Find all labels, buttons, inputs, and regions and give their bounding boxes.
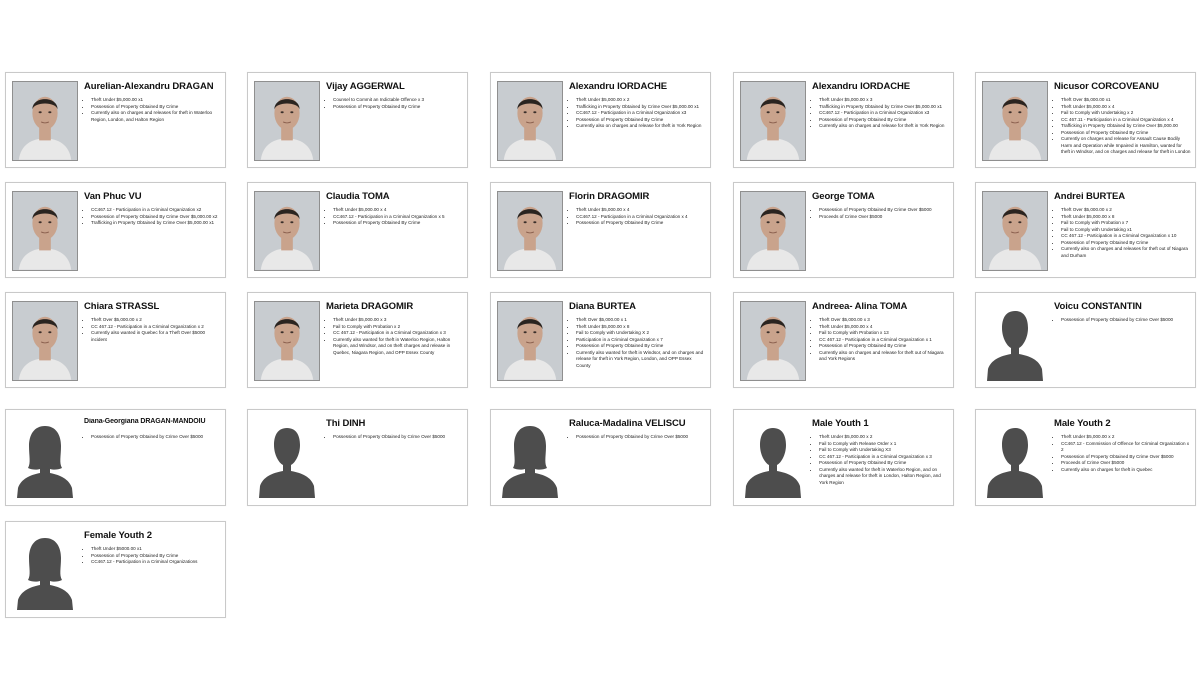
charge-item: • Currently also wanted in Quebec for a Theft Over $5000 incident (91, 330, 221, 343)
charge-item: • CC467.12 - Participation in a Criminal Organizations (91, 559, 221, 566)
suspect-name: Alexandru IORDACHE (812, 81, 910, 92)
suspect-name: Voicu CONSTANTIN (1054, 301, 1142, 312)
charge-item: • CC 467.12 - Participation in a Criminal Organization x 1 (819, 337, 949, 344)
charge-item: • Possession of Property Obtained By Crime (1061, 240, 1191, 247)
suspect-card (247, 292, 468, 388)
charge-item: • Proceeds of Crime Over $5000 (1061, 460, 1191, 467)
charge-item: • Possession of Property Obtained by Crime Over $5000 (333, 434, 463, 441)
suspect-card (247, 72, 468, 168)
charge-item: • Theft Under $5,000.00 x1 (91, 97, 221, 104)
charge-item: • Theft Under $5,000.00 x 3 (819, 97, 949, 104)
charges-list (84, 97, 221, 123)
charge-item: • Currently also wanted for theft in Windsor, and on charges and release for theft in York Region, London, and OPP Essex County (576, 350, 706, 370)
suspect-name: Male Youth 1 (812, 418, 869, 429)
suspect-name: Florin DRAGOMIR (569, 191, 650, 202)
male-silhouette-icon (254, 418, 320, 498)
charge-item: • Possession of Property Obtained By Crime (819, 117, 949, 124)
suspect-card (975, 182, 1196, 278)
charge-item: • Theft Under $5,000.00 x 4 (819, 324, 949, 331)
suspect-card (975, 409, 1196, 506)
charges-list (812, 207, 949, 220)
charge-item: • Possession of Property Obtained By Crime (333, 220, 463, 227)
charge-item: • Trafficking in Property Obtained by Crime Over $5,000.00 x1 (91, 220, 221, 227)
charges-list (569, 434, 706, 441)
charge-item: • Theft Under $5,000.00 x 8 (1061, 214, 1191, 221)
charge-item: • Fail to Comply with Release Order x 1 (819, 441, 949, 448)
suspect-photo (12, 530, 78, 610)
charge-item: • Possession of Property Obtained By Crime (1061, 130, 1191, 137)
suspect-card (733, 409, 954, 506)
charge-item: • Proceeds of Crime Over $5000 (819, 214, 949, 221)
charge-item: • CC467.12 - Participation in a Criminal Organization x 4 (576, 214, 706, 221)
charge-item: • Currently also on charges and releases for theft in Waterloo Region, London, and Halton Region (91, 110, 221, 123)
suspect-photo (12, 81, 78, 161)
suspect-card (490, 292, 711, 388)
charge-item: • Currently also on charges and release for theft in York Region (819, 123, 949, 130)
charge-item: • Theft Under $5,000.00 x 2 (576, 97, 706, 104)
charge-item: • CC 467.12 - Participation in a Criminal Organization x 3 (333, 330, 463, 337)
charges-list (812, 434, 949, 486)
charge-item: • Possession of Property Obtained By Crime Over $5000 (1061, 454, 1191, 461)
suspect-card (733, 292, 954, 388)
charge-item: • Fail to Comply with Undertaking X3 (819, 447, 949, 454)
female-silhouette-icon (12, 418, 78, 498)
charge-item: • Possession of Property Obtained by Crime Over $5000 (1061, 317, 1191, 324)
charges-list (1054, 97, 1191, 156)
charge-item: • Currently also on charges and release for theft in York Region (576, 123, 706, 130)
charge-item: • Theft Over $5,000.00 x1 (1061, 97, 1191, 104)
suspect-photo (254, 191, 320, 271)
suspect-name: Raluca-Madalina VELISCU (569, 418, 686, 429)
suspect-photo (740, 191, 806, 271)
suspect-photo (254, 418, 320, 498)
charge-item: • Theft Over $5,000.00 x 2 (91, 317, 221, 324)
charge-item: • Trafficking in Property Obtained by Crime Over $5,000.00 x1 (819, 104, 949, 111)
charges-list (326, 207, 463, 227)
male-silhouette-icon (982, 418, 1048, 498)
charge-item: • Theft Under $5,000.00 x 4 (333, 207, 463, 214)
charge-item: • Possession of Property Obtained By Crime (576, 343, 706, 350)
charge-item: • Participation in a Criminal Organization x 7 (576, 337, 706, 344)
charge-item: • Trafficking in Property Obtained by Crime Over $5,000.00 (1061, 123, 1191, 130)
suspect-name: Claudia TOMA (326, 191, 390, 202)
suspect-card (247, 182, 468, 278)
charge-item: • Possession of Property Obtained by Crime Over $5000 (576, 434, 706, 441)
charges-list (326, 97, 463, 110)
charge-item: • Theft Under $5,000.00 x 2 (819, 434, 949, 441)
charge-item: • Currently also on charges and release for theft out of Niagara and York Regions (819, 350, 949, 363)
charge-item: • Theft Under $5,000.00 x 8 (576, 324, 706, 331)
charge-item: • Theft Under $5,000.00 x 2 (1061, 434, 1191, 441)
suspect-name: Andreea- Alina TOMA (812, 301, 908, 312)
male-silhouette-icon (740, 418, 806, 498)
suspect-card (5, 409, 226, 506)
charges-list (569, 317, 706, 369)
mugshot-photo (255, 192, 319, 270)
suspect-photo (982, 191, 1048, 271)
charges-list (812, 97, 949, 130)
suspect-card (733, 72, 954, 168)
charges-list (812, 317, 949, 363)
suspect-photo (982, 418, 1048, 498)
suspect-name: Van Phuc VU (84, 191, 142, 202)
charge-item: • Possession of Property Obtained By Crime (91, 553, 221, 560)
suspect-photo (254, 301, 320, 381)
charge-item: • Possession of Property Obtained By Crime (576, 117, 706, 124)
suspect-card (5, 292, 226, 388)
mugshot-photo (255, 82, 319, 160)
charges-list (84, 207, 221, 227)
suspect-name: Diana-Georgiana DRAGAN-MANDOIU (84, 418, 206, 425)
charges-list (1054, 434, 1191, 473)
charge-item: • Possession of Property Obtained By Crime (91, 104, 221, 111)
charges-list (1054, 207, 1191, 259)
charge-item: • Theft Under $5,000.00 x 3 (333, 317, 463, 324)
suspect-card (247, 409, 468, 506)
mugshot-photo (983, 82, 1047, 160)
female-silhouette-icon (497, 418, 563, 498)
charges-list (569, 207, 706, 227)
suspect-name: Alexandru IORDACHE (569, 81, 667, 92)
charges-list (84, 317, 221, 343)
charges-list (569, 97, 706, 130)
suspect-photo (740, 418, 806, 498)
mugshot-photo (741, 82, 805, 160)
charge-item: • Fail to Comply with Undertaking x1 (1061, 227, 1191, 234)
charge-item: • Currently also wanted for theft in Waterloo Region, and on charges and release for theft in London, Halton Region, and York Region (819, 467, 949, 487)
charge-item: • Fail to Comply with Probation x 2 (333, 324, 463, 331)
charge-item: • Possession of Property Obtained By Crime Over $5,000.00 x2 (91, 214, 221, 221)
mugshot-photo (498, 192, 562, 270)
suspect-name: Andrei BURTEA (1054, 191, 1126, 202)
charge-item: • CC467.12 - Commission of Offence for Criminal Organization x 2 (1061, 441, 1191, 454)
suspect-photo (497, 301, 563, 381)
charge-item: • Theft Under $5,000.00 x 4 (1061, 104, 1191, 111)
mugshot-photo (13, 82, 77, 160)
charge-item: • Trafficking in Property Obtained by Crime Over $5,000.00 x1 (576, 104, 706, 111)
mugshot-photo (983, 192, 1047, 270)
suspect-name: Thi DINH (326, 418, 366, 429)
suspect-photo (12, 418, 78, 498)
suspect-photo (982, 81, 1048, 161)
charge-item: • CC 467.11 - Participation in a Criminal Organization x 4 (1061, 117, 1191, 124)
mugshot-photo (741, 192, 805, 270)
suspect-name: Female Youth 2 (84, 530, 152, 541)
charge-item: • CC 467.12 - Participation in a Criminal Organization x 2 (91, 324, 221, 331)
suspect-photo (254, 81, 320, 161)
charge-item: • Possession of Property Obtained By Crime Over $5000 (819, 207, 949, 214)
charge-item: • Theft Over $5,000.00 x 3 (819, 317, 949, 324)
charge-item: • CC467.12 - Participation in a Criminal Organization x3 (576, 110, 706, 117)
mugshot-photo (13, 192, 77, 270)
suspect-name: Diana BURTEA (569, 301, 636, 312)
suspect-photo (497, 81, 563, 161)
suspect-card (975, 72, 1196, 168)
charges-list (84, 434, 221, 441)
charge-item: • Theft Over $5,000.00 x 2 (1061, 207, 1191, 214)
charge-item: • Possession of Property Obtained By Crime (576, 220, 706, 227)
suspect-photo (497, 418, 563, 498)
suspect-card (5, 72, 226, 168)
suspect-name: Male Youth 2 (1054, 418, 1111, 429)
charge-item: • Possession of Property Obtained By Crime (819, 343, 949, 350)
charge-item: • Currently also on charges and releases for theft out of Niagara and Durham (1061, 246, 1191, 259)
charge-item: • Theft Under $5,000.00 x 4 (576, 207, 706, 214)
charge-item: • Fail to Comply with Probation x 13 (819, 330, 949, 337)
suspect-name: Nicusor CORCOVEANU (1054, 81, 1159, 92)
charge-item: • Theft Under $5000.00 x1 (91, 546, 221, 553)
charges-list (84, 546, 221, 566)
female-silhouette-icon (12, 530, 78, 610)
mugshot-photo (498, 82, 562, 160)
suspect-photo (12, 301, 78, 381)
charges-list (326, 317, 463, 356)
suspect-name: Aurelian-Alexandru DRAGAN (84, 81, 214, 92)
mugshot-photo (13, 302, 77, 380)
suspect-card (975, 292, 1196, 388)
suspect-photo (740, 301, 806, 381)
mugshot-photo (498, 302, 562, 380)
suspect-card (5, 182, 226, 278)
charge-item: • Currently on charges and release for Assault Cause Bodily Harm and Operation while Impaired in Hamilton, wanted for theft in Windsor, and on charges and release for theft in London (1061, 136, 1191, 156)
charge-item: • Theft Over $5,000.00 x 1 (576, 317, 706, 324)
charge-item: • Fail to Comply with Probation x 7 (1061, 220, 1191, 227)
charge-item: • Currently also wanted for theft in Waterloo Region, Halton Region, and Windsor, and on theft charges and release in Quebec, Niagara Region, and OPP Essex County (333, 337, 463, 357)
suspect-name: Chiara STRASSL (84, 301, 160, 312)
suspect-photo (740, 81, 806, 161)
suspect-card (490, 182, 711, 278)
charge-item: • Possession of Property Obtained by Crime Over $5000 (91, 434, 221, 441)
charges-list (1054, 317, 1191, 324)
charge-item: • Possession of Property Obtained By Crime (333, 104, 463, 111)
charge-item: • Fail to Comply with Undertaking x 2 (1061, 110, 1191, 117)
charge-item: • CC467.12 - Participation in a Criminal Organization x2 (91, 207, 221, 214)
mugshot-photo (255, 302, 319, 380)
charge-item: • Currently also on charges for theft in Quebec (1061, 467, 1191, 474)
charge-item: • Counsel to Commit an Indictable Offence x 3 (333, 97, 463, 104)
charges-list (326, 434, 463, 441)
mugshot-photo (741, 302, 805, 380)
charge-item: • CC467.12 - Participation in a Criminal Organization x 5 (333, 214, 463, 221)
charge-item: • Possession of Property Obtained By Crime (819, 460, 949, 467)
male-silhouette-icon (982, 301, 1048, 381)
charge-item: • CC 467.12 - Participation in a Criminal Organization x 10 (1061, 233, 1191, 240)
suspect-card (733, 182, 954, 278)
suspect-photo (12, 191, 78, 271)
suspect-card (490, 409, 711, 506)
suspect-card (5, 521, 226, 618)
suspect-name: George TOMA (812, 191, 875, 202)
suspect-card (490, 72, 711, 168)
charge-item: • CC 467.12 - Participation in a Criminal Organization x 3 (819, 454, 949, 461)
charge-item: • Fail to Comply with Undertaking X 2 (576, 330, 706, 337)
suspect-name: Vijay AGGERWAL (326, 81, 405, 92)
suspect-photo (982, 301, 1048, 381)
suspect-photo (497, 191, 563, 271)
charge-item: • CC467.12 - Participation in a Criminal Organization x3 (819, 110, 949, 117)
suspect-name: Marieta DRAGOMIR (326, 301, 414, 312)
